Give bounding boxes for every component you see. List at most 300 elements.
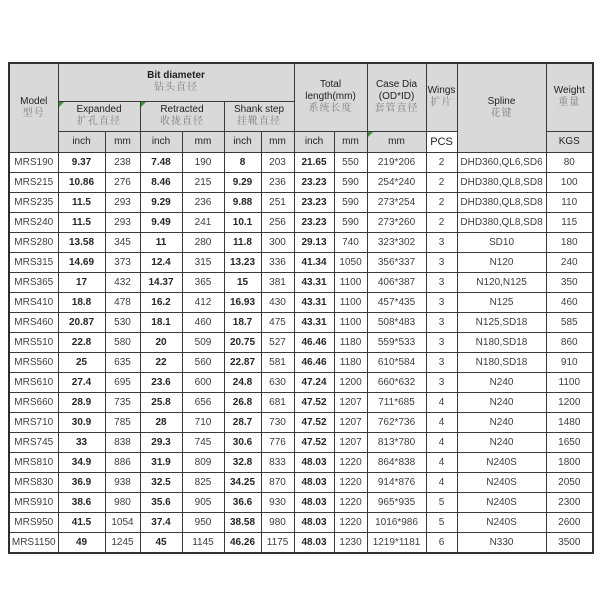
model-cell: MRS950 <box>9 512 58 532</box>
value-cell: 345 <box>105 232 140 252</box>
value-cell: 48.03 <box>294 512 334 532</box>
value-cell: 3 <box>426 292 457 312</box>
header-spline-zh: 花键 <box>490 107 513 119</box>
header-shank-step-zh: 挂靴直径 <box>237 116 281 127</box>
value-cell: 1180 <box>334 352 367 372</box>
unit-retracted-mm: mm <box>182 131 224 152</box>
value-cell: 24.8 <box>224 372 261 392</box>
value-cell: 22.8 <box>58 332 105 352</box>
value-cell: 2300 <box>546 492 593 512</box>
header-model-zh: 型号 <box>22 107 45 119</box>
value-cell: 273*254 <box>367 192 426 212</box>
model-cell: MRS910 <box>9 492 58 512</box>
value-cell: 41.34 <box>294 252 334 272</box>
value-cell: 47.24 <box>294 372 334 392</box>
value-cell: N240 <box>457 392 546 412</box>
table-row <box>9 252 593 272</box>
header-weight-zh: 重量 <box>558 97 581 109</box>
value-cell: 251 <box>261 192 294 212</box>
value-cell: 508*483 <box>367 312 426 332</box>
value-cell: 2 <box>426 192 457 212</box>
header-wings-en: Wings <box>427 85 456 97</box>
value-cell: 38.58 <box>224 512 261 532</box>
table-row <box>9 332 593 352</box>
unit-expanded-inch: inch <box>58 131 105 152</box>
value-cell: 47.52 <box>294 412 334 432</box>
header-bit-diameter-en: Bit diameter <box>147 70 205 82</box>
value-cell: 1016*986 <box>367 512 426 532</box>
value-cell: 1219*1181 <box>367 532 426 553</box>
value-cell: 590 <box>334 212 367 232</box>
value-cell: 47.52 <box>294 392 334 412</box>
value-cell: 28 <box>140 412 182 432</box>
value-cell: N180,SD18 <box>457 352 546 372</box>
value-cell: N240 <box>457 372 546 392</box>
value-cell: 1230 <box>334 532 367 553</box>
value-cell: SD10 <box>457 232 546 252</box>
value-cell: 600 <box>182 372 224 392</box>
value-cell: 238 <box>105 152 140 172</box>
value-cell: 711*685 <box>367 392 426 412</box>
value-cell: 1054 <box>105 512 140 532</box>
value-cell: 864*838 <box>367 452 426 472</box>
value-cell: 336 <box>261 252 294 272</box>
value-cell: 5 <box>426 492 457 512</box>
table-row <box>9 192 593 212</box>
value-cell: 16.93 <box>224 292 261 312</box>
value-cell: 825 <box>182 472 224 492</box>
value-cell: 1650 <box>546 432 593 452</box>
value-cell: 9.37 <box>58 152 105 172</box>
value-cell: 1207 <box>334 392 367 412</box>
value-cell: 32.8 <box>224 452 261 472</box>
value-cell: 938 <box>105 472 140 492</box>
value-cell: N125,SD18 <box>457 312 546 332</box>
value-cell: 43.31 <box>294 272 334 292</box>
value-cell: 14.37 <box>140 272 182 292</box>
value-cell: 412 <box>182 292 224 312</box>
value-cell: 15 <box>224 272 261 292</box>
value-cell: 4 <box>426 472 457 492</box>
model-cell: MRS190 <box>9 152 58 172</box>
value-cell: 256 <box>261 212 294 232</box>
value-cell: N240 <box>457 412 546 432</box>
value-cell: 980 <box>105 492 140 512</box>
value-cell: 785 <box>105 412 140 432</box>
model-cell: MRS410 <box>9 292 58 312</box>
value-cell: 241 <box>182 212 224 232</box>
drill-bit-spec-table <box>8 62 594 554</box>
value-cell: 1200 <box>546 392 593 412</box>
value-cell: 276 <box>105 172 140 192</box>
header-model <box>9 63 58 152</box>
model-cell: MRS1150 <box>9 532 58 553</box>
table-row <box>9 272 593 292</box>
model-cell: MRS660 <box>9 392 58 412</box>
value-cell: 4 <box>426 452 457 472</box>
value-cell: 585 <box>546 312 593 332</box>
value-cell: 20 <box>140 332 182 352</box>
table-row <box>9 432 593 452</box>
value-cell: 9.29 <box>224 172 261 192</box>
value-cell: 23.23 <box>294 192 334 212</box>
value-cell: 11.5 <box>58 192 105 212</box>
table-header <box>9 63 593 152</box>
value-cell: 43.31 <box>294 292 334 312</box>
value-cell: 36.6 <box>224 492 261 512</box>
value-cell: 21.65 <box>294 152 334 172</box>
table-row <box>9 152 593 172</box>
value-cell: 48.03 <box>294 492 334 512</box>
header-weight <box>546 63 593 131</box>
value-cell: 38.6 <box>58 492 105 512</box>
value-cell: 838 <box>105 432 140 452</box>
value-cell: 350 <box>546 272 593 292</box>
value-cell: 29.13 <box>294 232 334 252</box>
value-cell: 1220 <box>334 492 367 512</box>
unit-shank-inch: inch <box>224 131 261 152</box>
value-cell: N180,SD18 <box>457 332 546 352</box>
table-body <box>9 152 593 553</box>
value-cell: DHD360,QL6,SD6 <box>457 152 546 172</box>
value-cell: 100 <box>546 172 593 192</box>
header-total-length <box>294 63 367 131</box>
model-cell: MRS315 <box>9 252 58 272</box>
spec-table-container <box>8 62 594 554</box>
value-cell: 3 <box>426 372 457 392</box>
model-cell: MRS745 <box>9 432 58 452</box>
value-cell: 660*632 <box>367 372 426 392</box>
table-row <box>9 452 593 472</box>
unit-shank-mm: mm <box>261 131 294 152</box>
table-row <box>9 532 593 553</box>
value-cell: 475 <box>261 312 294 332</box>
model-cell: MRS710 <box>9 412 58 432</box>
value-cell: 13.23 <box>224 252 261 272</box>
value-cell: 236 <box>182 192 224 212</box>
value-cell: 560 <box>182 352 224 372</box>
unit-case-mm: mm <box>367 131 426 152</box>
model-cell: MRS460 <box>9 312 58 332</box>
model-cell: MRS235 <box>9 192 58 212</box>
value-cell: 11.8 <box>224 232 261 252</box>
value-cell: 590 <box>334 172 367 192</box>
value-cell: 509 <box>182 332 224 352</box>
table-row <box>9 352 593 372</box>
value-cell: 2 <box>426 152 457 172</box>
value-cell: 460 <box>546 292 593 312</box>
table-row <box>9 392 593 412</box>
unit-total-mm: mm <box>334 131 367 152</box>
value-cell: 950 <box>182 512 224 532</box>
value-cell: 215 <box>182 172 224 192</box>
value-cell: 26.8 <box>224 392 261 412</box>
value-cell: 34.9 <box>58 452 105 472</box>
value-cell: N330 <box>457 532 546 553</box>
value-cell: 219*206 <box>367 152 426 172</box>
value-cell: 886 <box>105 452 140 472</box>
value-cell: N240 <box>457 432 546 452</box>
header-case-dia-en: Case Dia (OD*ID) <box>375 79 418 103</box>
value-cell: 5 <box>426 512 457 532</box>
table-row <box>9 312 593 332</box>
value-cell: 2600 <box>546 512 593 532</box>
value-cell: 4 <box>426 432 457 452</box>
header-retracted-zh: 收拢直径 <box>160 116 204 127</box>
value-cell: 9.49 <box>140 212 182 232</box>
value-cell: 35.6 <box>140 492 182 512</box>
value-cell: 530 <box>105 312 140 332</box>
table-row <box>9 512 593 532</box>
value-cell: 3 <box>426 352 457 372</box>
value-cell: 25 <box>58 352 105 372</box>
model-cell: MRS215 <box>9 172 58 192</box>
value-cell: DHD380,QL8,SD8 <box>457 172 546 192</box>
value-cell: 1145 <box>182 532 224 553</box>
value-cell: 18.7 <box>224 312 261 332</box>
value-cell: 630 <box>261 372 294 392</box>
value-cell: 28.9 <box>58 392 105 412</box>
value-cell: 581 <box>261 352 294 372</box>
header-model-en: Model <box>20 95 48 107</box>
model-cell: MRS830 <box>9 472 58 492</box>
unit-wings-pcs: PCS <box>426 131 457 152</box>
value-cell: 1100 <box>546 372 593 392</box>
value-cell: 9.29 <box>140 192 182 212</box>
value-cell: 36.9 <box>58 472 105 492</box>
value-cell: 12.4 <box>140 252 182 272</box>
value-cell: 18.8 <box>58 292 105 312</box>
header-spline <box>457 63 546 152</box>
value-cell: 478 <box>105 292 140 312</box>
header-retracted-en: Retracted <box>160 104 204 115</box>
value-cell: 80 <box>546 152 593 172</box>
value-cell: 1800 <box>546 452 593 472</box>
value-cell: 18.1 <box>140 312 182 332</box>
value-cell: 280 <box>182 232 224 252</box>
value-cell: 29.3 <box>140 432 182 452</box>
value-cell: 41.5 <box>58 512 105 532</box>
model-cell: MRS280 <box>9 232 58 252</box>
value-cell: 1207 <box>334 412 367 432</box>
value-cell: N240S <box>457 472 546 492</box>
value-cell: 1480 <box>546 412 593 432</box>
value-cell: 14.69 <box>58 252 105 272</box>
value-cell: 635 <box>105 352 140 372</box>
value-cell: 527 <box>261 332 294 352</box>
header-expanded <box>58 101 140 131</box>
value-cell: 293 <box>105 192 140 212</box>
value-cell: 293 <box>105 212 140 232</box>
unit-total-inch: inch <box>294 131 334 152</box>
model-cell: MRS810 <box>9 452 58 472</box>
table-row <box>9 172 593 192</box>
value-cell: 13.58 <box>58 232 105 252</box>
value-cell: 381 <box>261 272 294 292</box>
value-cell: 3 <box>426 252 457 272</box>
value-cell: 30.6 <box>224 432 261 452</box>
header-weight-en: Weight <box>553 85 585 97</box>
model-cell: MRS610 <box>9 372 58 392</box>
value-cell: 695 <box>105 372 140 392</box>
value-cell: 4 <box>426 392 457 412</box>
value-cell: 203 <box>261 152 294 172</box>
value-cell: 1100 <box>334 272 367 292</box>
value-cell: 809 <box>182 452 224 472</box>
value-cell: 1207 <box>334 432 367 452</box>
value-cell: 180 <box>546 232 593 252</box>
header-shank-step-en: Shank step <box>233 104 285 115</box>
value-cell: 580 <box>105 332 140 352</box>
value-cell: 254*240 <box>367 172 426 192</box>
value-cell: 8 <box>224 152 261 172</box>
value-cell: 28.7 <box>224 412 261 432</box>
value-cell: 10.1 <box>224 212 261 232</box>
value-cell: 373 <box>105 252 140 272</box>
value-cell: 47.52 <box>294 432 334 452</box>
value-cell: 33 <box>58 432 105 452</box>
header-total-length-zh: 系统长度 <box>308 103 353 115</box>
value-cell: 20.75 <box>224 332 261 352</box>
value-cell: 1220 <box>334 472 367 492</box>
table-row <box>9 232 593 252</box>
value-cell: 1050 <box>334 252 367 272</box>
value-cell: 762*736 <box>367 412 426 432</box>
value-cell: 610*584 <box>367 352 426 372</box>
value-cell: DHD380,QL8,SD8 <box>457 212 546 232</box>
value-cell: 22 <box>140 352 182 372</box>
model-cell: MRS240 <box>9 212 58 232</box>
value-cell: 870 <box>261 472 294 492</box>
value-cell: 3 <box>426 312 457 332</box>
value-cell: 365 <box>182 272 224 292</box>
value-cell: 300 <box>261 232 294 252</box>
value-cell: 1100 <box>334 312 367 332</box>
value-cell: 240 <box>546 252 593 272</box>
header-case-dia-zh: 套管直径 <box>374 103 419 115</box>
value-cell: 710 <box>182 412 224 432</box>
value-cell: 11.5 <box>58 212 105 232</box>
value-cell: 1180 <box>334 332 367 352</box>
unit-weight-kgs: KGS <box>546 131 593 152</box>
value-cell: 31.9 <box>140 452 182 472</box>
header-expanded-en: Expanded <box>76 104 122 115</box>
value-cell: 20.87 <box>58 312 105 332</box>
value-cell: 460 <box>182 312 224 332</box>
value-cell: 2050 <box>546 472 593 492</box>
value-cell: 2 <box>426 212 457 232</box>
value-cell: 1220 <box>334 512 367 532</box>
value-cell: N240S <box>457 452 546 472</box>
value-cell: 3 <box>426 332 457 352</box>
value-cell: N120,N125 <box>457 272 546 292</box>
value-cell: 190 <box>182 152 224 172</box>
value-cell: 115 <box>546 212 593 232</box>
header-expanded-zh: 扩孔直径 <box>77 116 121 127</box>
value-cell: 30.9 <box>58 412 105 432</box>
value-cell: 3 <box>426 272 457 292</box>
value-cell: 432 <box>105 272 140 292</box>
value-cell: 17 <box>58 272 105 292</box>
value-cell: 23.23 <box>294 172 334 192</box>
table-row <box>9 492 593 512</box>
value-cell: 23.6 <box>140 372 182 392</box>
value-cell: 914*876 <box>367 472 426 492</box>
value-cell: 9.88 <box>224 192 261 212</box>
value-cell: 930 <box>261 492 294 512</box>
value-cell: 45 <box>140 532 182 553</box>
value-cell: 7.48 <box>140 152 182 172</box>
value-cell: 1100 <box>334 292 367 312</box>
value-cell: 6 <box>426 532 457 553</box>
value-cell: 3500 <box>546 532 593 553</box>
value-cell: 356*337 <box>367 252 426 272</box>
header-spline-en: Spline <box>487 95 516 107</box>
value-cell: 3 <box>426 232 457 252</box>
value-cell: N240S <box>457 512 546 532</box>
value-cell: N240S <box>457 492 546 512</box>
value-cell: 740 <box>334 232 367 252</box>
value-cell: 2 <box>426 172 457 192</box>
value-cell: 965*935 <box>367 492 426 512</box>
model-cell: MRS510 <box>9 332 58 352</box>
header-case-dia <box>367 63 426 131</box>
table-row <box>9 472 593 492</box>
value-cell: 16.2 <box>140 292 182 312</box>
header-bit-diameter-zh: 钻头直径 <box>154 82 198 94</box>
value-cell: 457*435 <box>367 292 426 312</box>
value-cell: 273*260 <box>367 212 426 232</box>
value-cell: 48.03 <box>294 452 334 472</box>
value-cell: 34.25 <box>224 472 261 492</box>
header-wings-zh: 扩片 <box>430 97 453 109</box>
unit-expanded-mm: mm <box>105 131 140 152</box>
value-cell: 32.5 <box>140 472 182 492</box>
value-cell: 406*387 <box>367 272 426 292</box>
value-cell: 1245 <box>105 532 140 553</box>
value-cell: 236 <box>261 172 294 192</box>
value-cell: 730 <box>261 412 294 432</box>
value-cell: DHD380,QL8,SD8 <box>457 192 546 212</box>
value-cell: 776 <box>261 432 294 452</box>
value-cell: 46.26 <box>224 532 261 553</box>
header-shank-step <box>224 101 294 131</box>
value-cell: N125 <box>457 292 546 312</box>
model-cell: MRS560 <box>9 352 58 372</box>
value-cell: 550 <box>334 152 367 172</box>
value-cell: 27.4 <box>58 372 105 392</box>
value-cell: 905 <box>182 492 224 512</box>
value-cell: 8.46 <box>140 172 182 192</box>
value-cell: 43.31 <box>294 312 334 332</box>
value-cell: 430 <box>261 292 294 312</box>
value-cell: 46.46 <box>294 332 334 352</box>
value-cell: 10.86 <box>58 172 105 192</box>
unit-retracted-inch: inch <box>140 131 182 152</box>
value-cell: 745 <box>182 432 224 452</box>
model-cell: MRS365 <box>9 272 58 292</box>
value-cell: 1200 <box>334 372 367 392</box>
value-cell: 980 <box>261 512 294 532</box>
value-cell: 1175 <box>261 532 294 553</box>
value-cell: 25.8 <box>140 392 182 412</box>
value-cell: 49 <box>58 532 105 553</box>
table-row <box>9 412 593 432</box>
value-cell: 833 <box>261 452 294 472</box>
value-cell: 656 <box>182 392 224 412</box>
value-cell: 37.4 <box>140 512 182 532</box>
value-cell: 48.03 <box>294 532 334 553</box>
